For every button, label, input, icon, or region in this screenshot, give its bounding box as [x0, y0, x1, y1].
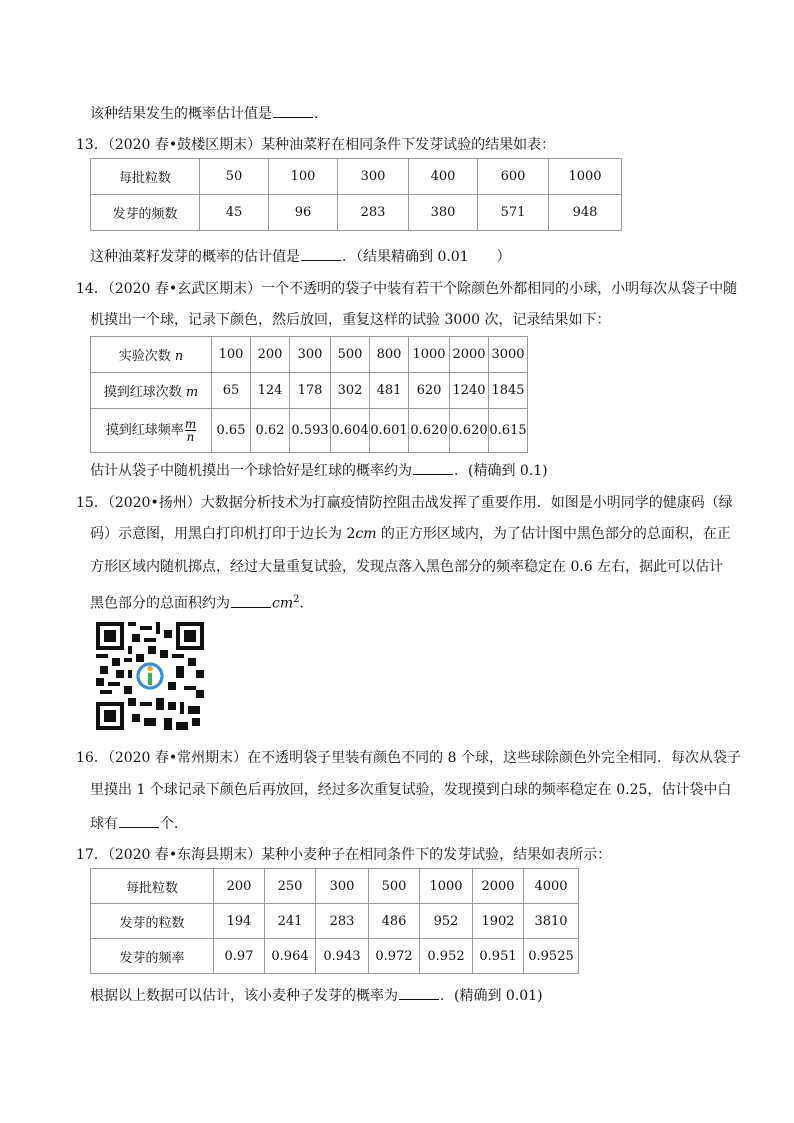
text: ．（结果精确到 0.01 ） — [342, 249, 511, 265]
question-text: （2020•扬州）大数据分析技术为打赢疫情防控阻击战发挥了重要作用．如图是小明同学的健康码（绿 — [107, 495, 733, 511]
question-text: （2020 春•东海县期末）某种小麦种子在相同条件下的发芽试验，结果如表所示： — [107, 847, 612, 863]
table-cell: 380 — [409, 195, 478, 231]
table-cell: 摸到红球频率 $\frac{m}{n}$ — [91, 409, 212, 453]
question-14-stem-2 — [90, 310, 611, 330]
table-cell: 1000 — [420, 869, 473, 904]
table-cell: 0.97 — [214, 939, 265, 974]
table-cell: 124 — [251, 373, 290, 409]
table-cell: 0.964 — [265, 939, 316, 974]
table-cell: 481 — [370, 373, 409, 409]
table-cell: 952 — [420, 904, 473, 939]
table-cell: 948 — [549, 195, 622, 231]
answer-blank[interactable] — [301, 246, 341, 261]
answer-blank[interactable] — [231, 593, 271, 608]
continuation-line — [90, 103, 328, 124]
question-text: （2020 春•常州期末）在不透明袋子里装有颜色不同的 8 个球，这些球除颜色外完全相同．每次从袋子 — [107, 750, 741, 766]
table-cell: 571 — [478, 195, 549, 231]
table-cell: 300 — [316, 869, 369, 904]
table-cell: 0.601 — [370, 409, 409, 453]
table-cell: 620 — [409, 373, 450, 409]
text: ．(精确到 0.01) — [440, 988, 543, 1004]
question-number: 15． — [76, 495, 108, 511]
table-cell: 500 — [331, 337, 370, 373]
text: 根据以上数据可以估计，该小麦种子发芽的概率为 — [90, 988, 398, 1004]
table-cell: 1000 — [549, 159, 622, 195]
text: ． — [314, 106, 328, 122]
table-cell: 283 — [316, 904, 369, 939]
table-cell: 250 — [265, 869, 316, 904]
question-text: 机摸出一个球，记录下颜色，然后放回，重复这样的试验 3000 次，记录结果如下： — [90, 312, 611, 328]
table-cell: 3810 — [524, 904, 579, 939]
text: 估计从袋子中随机摸出一个球恰好是红球的概率约为 — [90, 463, 412, 479]
question-text: （2020 春•玄武区期末）一个不透明的袋子中装有若干个除颜色外都相同的小球，小明每次从袋子中随 — [107, 281, 738, 297]
question-17-stem — [76, 845, 611, 865]
q13-answer-line — [90, 246, 511, 267]
table-cell: 100 — [212, 337, 251, 373]
question-15-stem — [76, 493, 733, 513]
table-cell: 0.604 — [331, 409, 370, 453]
table-cell: 0.620 — [450, 409, 489, 453]
table-cell: 0.9525 — [524, 939, 579, 974]
table-cell: 实验次数 n — [91, 337, 212, 373]
table-cell: 300 — [290, 337, 331, 373]
question-16-line-3: 球有 个． — [90, 813, 188, 834]
table-cell: 1240 — [450, 373, 489, 409]
table-cell: 0.972 — [369, 939, 420, 974]
table-cell: 300 — [338, 159, 409, 195]
question-number: 16． — [76, 750, 108, 766]
question-14-stem — [76, 279, 737, 299]
question-number: 13． — [76, 137, 108, 153]
answer-blank[interactable] — [413, 460, 453, 475]
question-13-stem — [76, 135, 555, 155]
table-cell: 4000 — [524, 869, 579, 904]
table-cell: 283 — [338, 195, 409, 231]
table-cell: 96 — [269, 195, 338, 231]
question-15-line-4: 黑色部分的总面积约为 $cm^2$． — [90, 594, 314, 612]
table-cell: 500 — [369, 869, 420, 904]
table-cell: 50 — [200, 159, 269, 195]
table-cell: 发芽的粒数 — [91, 904, 214, 939]
table-cell: 0.615 — [489, 409, 528, 453]
text: ．(精确到 0.1) — [454, 463, 548, 479]
q17-table — [90, 868, 579, 974]
table-cell: 302 — [331, 373, 370, 409]
question-number: 14． — [76, 281, 108, 297]
table-cell: 0.620 — [409, 409, 450, 453]
table-cell: 1000 — [409, 337, 450, 373]
table-cell: 0.65 — [212, 409, 251, 453]
table-cell: 0.943 — [316, 939, 369, 974]
table-cell: 每批粒数 — [91, 869, 214, 904]
table-cell: 178 — [290, 373, 331, 409]
table-cell: 2000 — [473, 869, 524, 904]
answer-blank[interactable] — [399, 985, 439, 1000]
health-qr-code-image — [96, 622, 204, 730]
table-cell: 1845 — [489, 373, 528, 409]
table-cell: 发芽的频率 — [91, 939, 214, 974]
question-15-line-2: 码）示意图，用黑白打印机打印于边长为 2cm 的正方形区域内，为了估计图中黑色部分的总面积，在正 — [90, 526, 731, 542]
table-cell: 1902 — [473, 904, 524, 939]
table-cell: 194 — [214, 904, 265, 939]
table-cell: 45 — [200, 195, 269, 231]
text: 该种结果发生的概率估计值是 — [90, 106, 272, 122]
question-16-stem — [76, 748, 741, 768]
table-cell: 3000 — [489, 337, 528, 373]
q14-table — [90, 336, 528, 453]
answer-blank[interactable] — [119, 813, 159, 828]
table-cell: 0.593 — [290, 409, 331, 453]
table-cell: 0.952 — [420, 939, 473, 974]
q17-answer-line — [90, 985, 543, 1006]
fraction: $\frac{m}{n}$ — [184, 417, 197, 444]
answer-blank[interactable] — [273, 103, 313, 118]
table-cell: 65 — [212, 373, 251, 409]
table-cell: 0.951 — [473, 939, 524, 974]
table-cell: 0.62 — [251, 409, 290, 453]
table-cell: 600 — [478, 159, 549, 195]
question-number: 17． — [76, 847, 108, 863]
table-cell: 400 — [409, 159, 478, 195]
question-text: （2020 春•鼓楼区期末）某种油菜籽在相同条件下发芽试验的结果如表： — [107, 137, 556, 153]
q13-table — [90, 158, 622, 231]
table-cell: 486 — [369, 904, 420, 939]
table-cell: 100 — [269, 159, 338, 195]
table-cell: 200 — [214, 869, 265, 904]
question-15-line-3: 方形区域内随机掷点，经过大量重复试验，发现点落入黑色部分的频率稳定在 0.6 左右，据此可以估计 — [90, 559, 724, 575]
table-cell: 241 — [265, 904, 316, 939]
table-cell: 800 — [370, 337, 409, 373]
text: 这种油菜籽发芽的概率的估计值是 — [90, 249, 300, 265]
table-cell: 2000 — [450, 337, 489, 373]
question-16-line-2: 里摸出 1 个球记录下颜色后再放回，经过多次重复试验，发现摸到白球的频率稳定在 0.25，估计袋中白 — [90, 782, 732, 798]
table-cell: 发芽的频数 — [91, 195, 200, 231]
table-cell: 每批粒数 — [91, 159, 200, 195]
q14-answer-line — [90, 460, 548, 481]
table-cell: 摸到红球次数 m — [91, 373, 212, 409]
table-cell: 200 — [251, 337, 290, 373]
